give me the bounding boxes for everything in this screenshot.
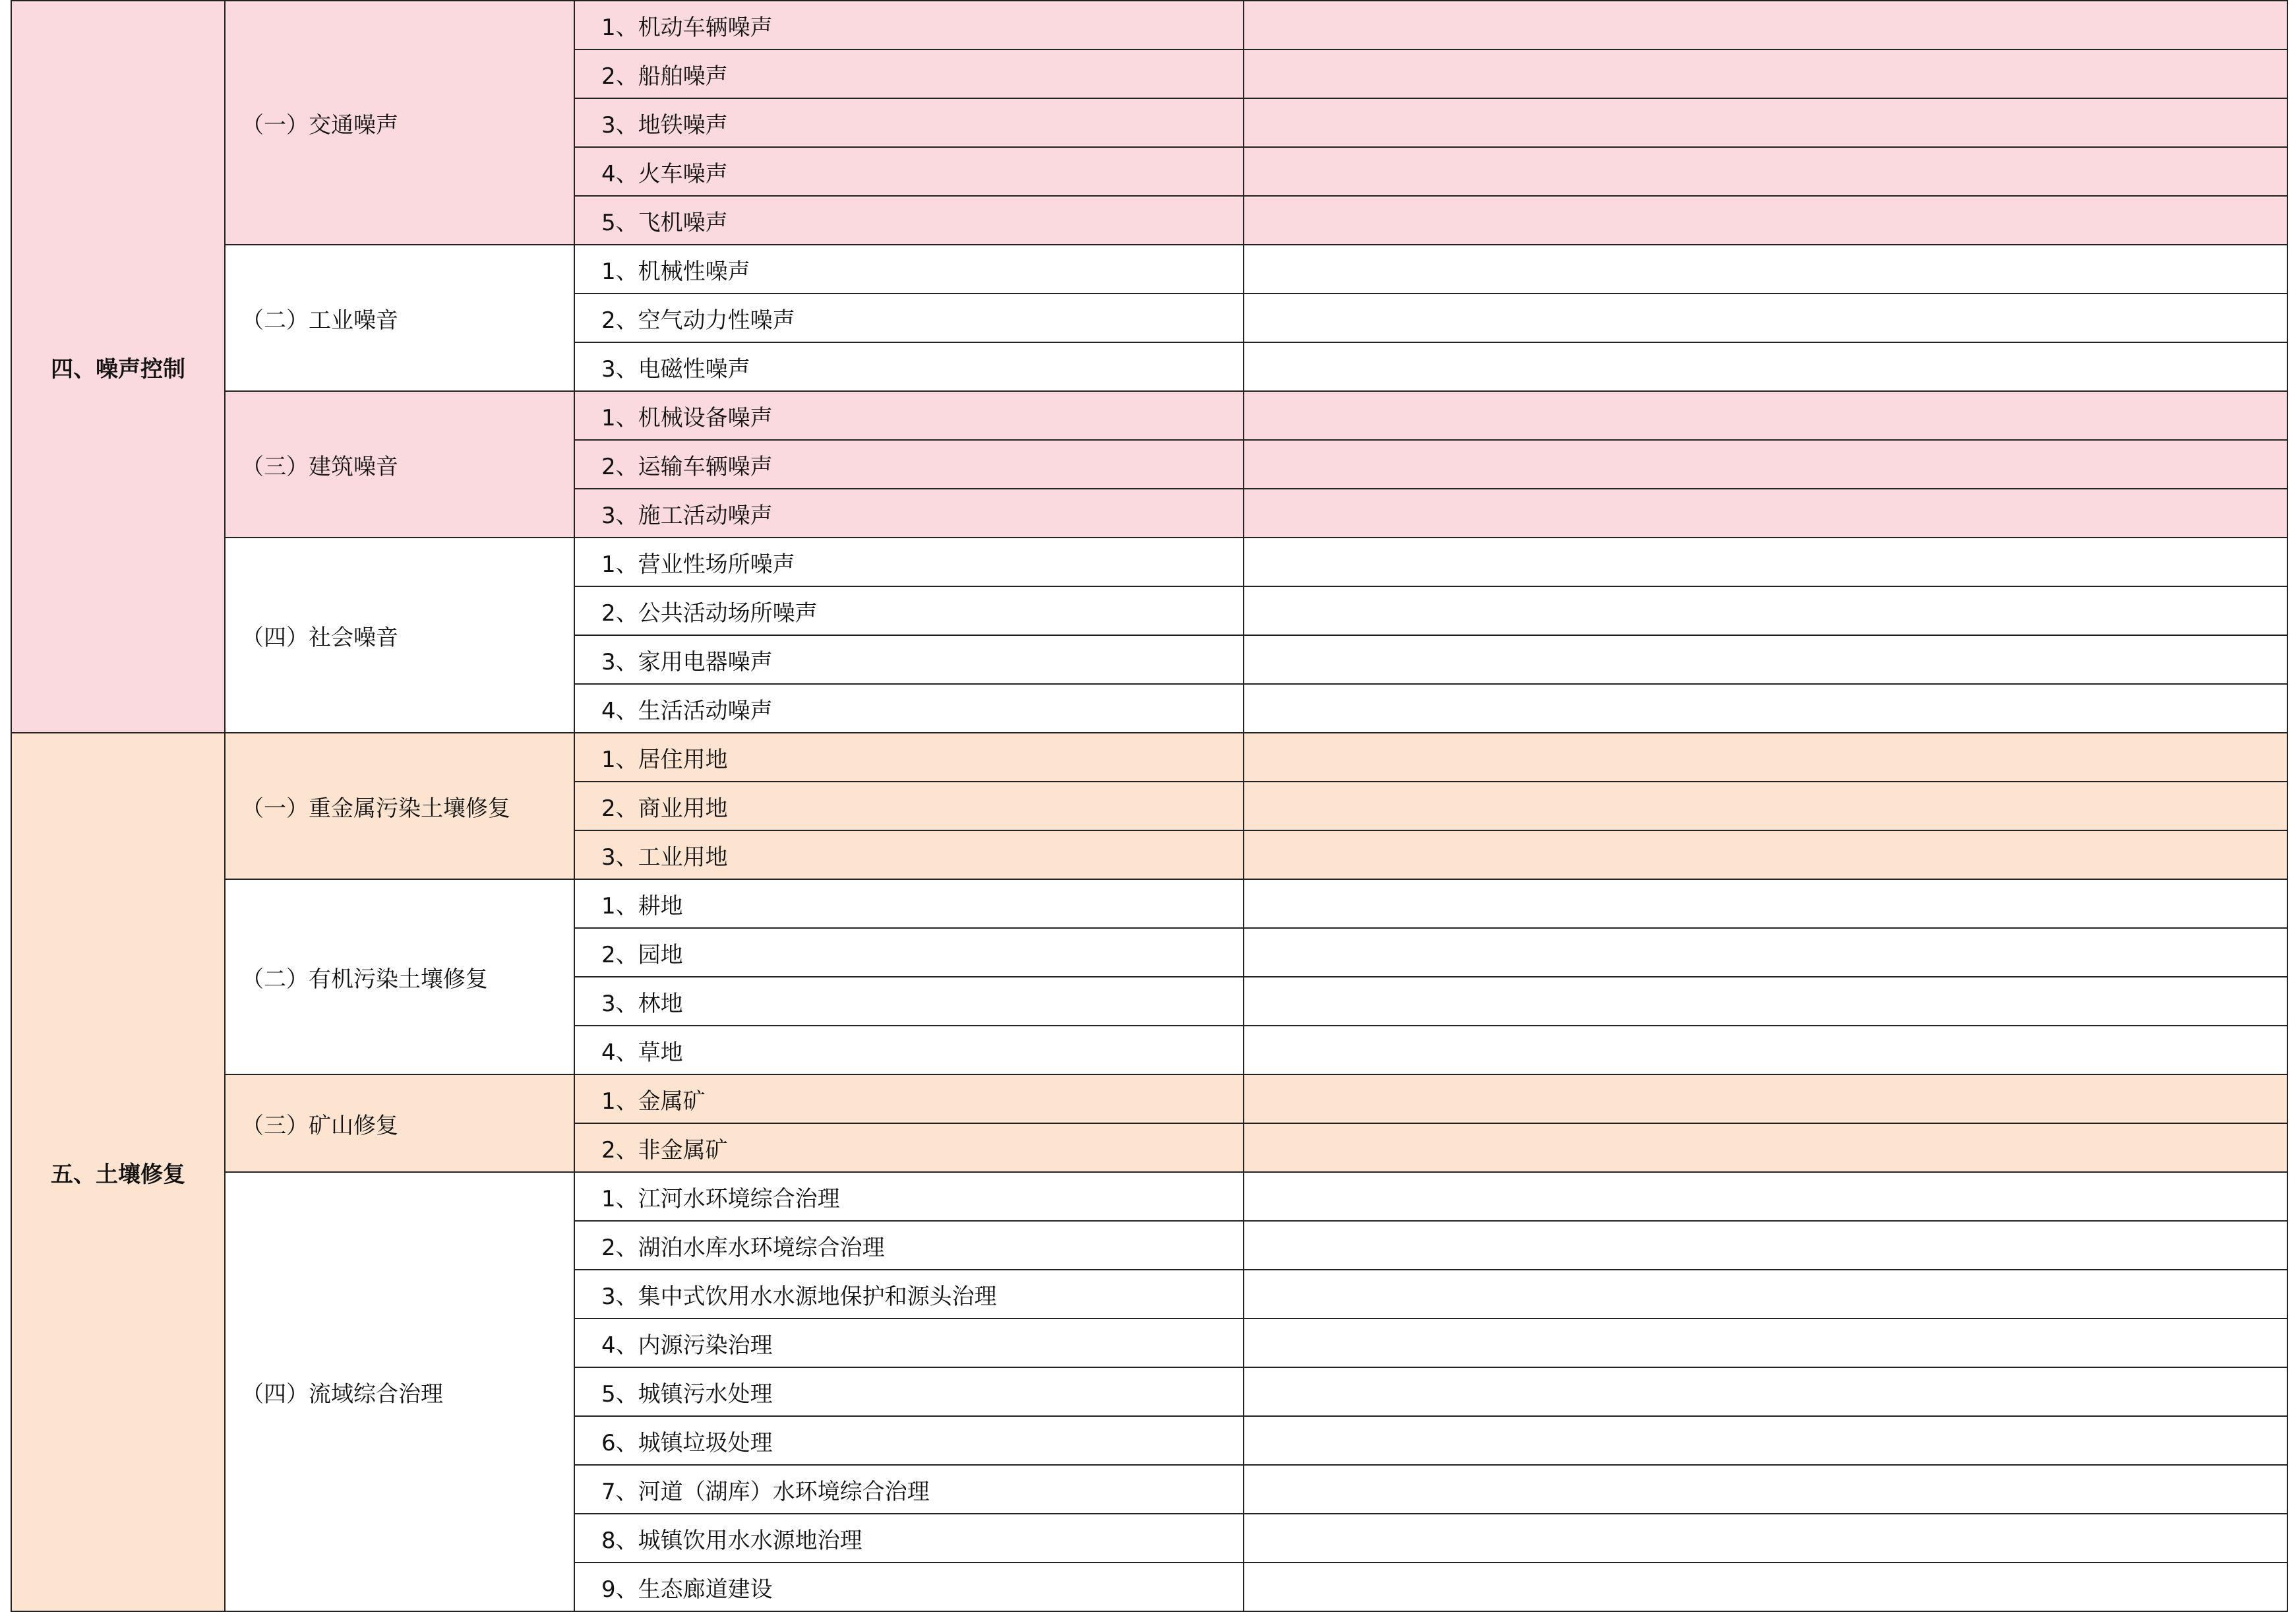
item-cell: 3、工业用地 xyxy=(574,830,1244,880)
subgroup-cell: （三）矿山修复 xyxy=(224,1074,575,1173)
subgroup-cell: （二）工业噪音 xyxy=(224,244,575,392)
item-cell: 8、城镇饮用水水源地治理 xyxy=(574,1513,1244,1563)
item-cell: 9、生态廊道建设 xyxy=(574,1562,1244,1612)
item-cell: 1、江河水环境综合治理 xyxy=(574,1171,1244,1222)
item-cell: 3、电磁性噪声 xyxy=(574,342,1244,392)
empty-cell xyxy=(1243,146,2288,197)
item-cell: 3、地铁噪声 xyxy=(574,98,1244,148)
item-cell: 4、内源污染治理 xyxy=(574,1318,1244,1368)
item-cell: 1、金属矿 xyxy=(574,1074,1244,1124)
empty-cell xyxy=(1243,683,2288,733)
empty-cell xyxy=(1243,976,2288,1026)
empty-cell xyxy=(1243,927,2288,977)
empty-cell xyxy=(1243,98,2288,148)
empty-cell xyxy=(1243,879,2288,929)
item-cell: 1、机械性噪声 xyxy=(574,244,1244,294)
item-cell: 4、草地 xyxy=(574,1025,1244,1075)
empty-cell xyxy=(1243,244,2288,294)
empty-cell xyxy=(1243,488,2288,538)
empty-cell xyxy=(1243,1123,2288,1173)
empty-cell xyxy=(1243,293,2288,343)
empty-cell xyxy=(1243,1367,2288,1417)
empty-cell xyxy=(1243,586,2288,636)
empty-cell xyxy=(1243,1171,2288,1222)
empty-cell xyxy=(1243,732,2288,782)
item-cell: 2、商业用地 xyxy=(574,781,1244,831)
item-cell: 1、耕地 xyxy=(574,879,1244,929)
item-cell: 1、居住用地 xyxy=(574,732,1244,782)
empty-cell xyxy=(1243,49,2288,99)
item-cell: 1、机动车辆噪声 xyxy=(574,0,1244,50)
item-cell: 3、家用电器噪声 xyxy=(574,635,1244,685)
empty-cell xyxy=(1243,635,2288,685)
item-cell: 1、机械设备噪声 xyxy=(574,390,1244,441)
empty-cell xyxy=(1243,195,2288,245)
category-cell: 五、土壤修复 xyxy=(11,732,226,1612)
subgroup-cell: （二）有机污染土壤修复 xyxy=(224,879,575,1075)
empty-cell xyxy=(1243,439,2288,489)
empty-cell xyxy=(1243,537,2288,587)
category-cell: 四、噪声控制 xyxy=(11,0,226,733)
empty-cell xyxy=(1243,1220,2288,1270)
item-cell: 1、营业性场所噪声 xyxy=(574,537,1244,587)
empty-cell xyxy=(1243,830,2288,880)
item-cell: 2、公共活动场所噪声 xyxy=(574,586,1244,636)
item-cell: 4、生活活动噪声 xyxy=(574,683,1244,733)
empty-cell xyxy=(1243,1513,2288,1563)
item-cell: 3、林地 xyxy=(574,976,1244,1026)
subgroup-cell: （三）建筑噪音 xyxy=(224,390,575,538)
subgroup-cell: （一）交通噪声 xyxy=(224,0,575,245)
item-cell: 2、园地 xyxy=(574,927,1244,977)
item-cell: 2、空气动力性噪声 xyxy=(574,293,1244,343)
item-cell: 2、非金属矿 xyxy=(574,1123,1244,1173)
item-cell: 5、飞机噪声 xyxy=(574,195,1244,245)
empty-cell xyxy=(1243,1464,2288,1514)
empty-cell xyxy=(1243,1318,2288,1368)
item-cell: 3、施工活动噪声 xyxy=(574,488,1244,538)
empty-cell xyxy=(1243,0,2288,50)
item-cell: 5、城镇污水处理 xyxy=(574,1367,1244,1417)
empty-cell xyxy=(1243,781,2288,831)
subgroup-cell: （四）流域综合治理 xyxy=(224,1171,575,1612)
item-cell: 2、湖泊水库水环境综合治理 xyxy=(574,1220,1244,1270)
item-cell: 6、城镇垃圾处理 xyxy=(574,1415,1244,1466)
empty-cell xyxy=(1243,1074,2288,1124)
subgroup-cell: （四）社会噪音 xyxy=(224,537,575,733)
empty-cell xyxy=(1243,342,2288,392)
item-cell: 2、运输车辆噪声 xyxy=(574,439,1244,489)
empty-cell xyxy=(1243,1415,2288,1466)
item-cell: 3、集中式饮用水水源地保护和源头治理 xyxy=(574,1269,1244,1319)
item-cell: 4、火车噪声 xyxy=(574,146,1244,197)
subgroup-cell: （一）重金属污染土壤修复 xyxy=(224,732,575,880)
empty-cell xyxy=(1243,1562,2288,1612)
empty-cell xyxy=(1243,390,2288,441)
item-cell: 2、船舶噪声 xyxy=(574,49,1244,99)
item-cell: 7、河道（湖库）水环境综合治理 xyxy=(574,1464,1244,1514)
empty-cell xyxy=(1243,1025,2288,1075)
empty-cell xyxy=(1243,1269,2288,1319)
